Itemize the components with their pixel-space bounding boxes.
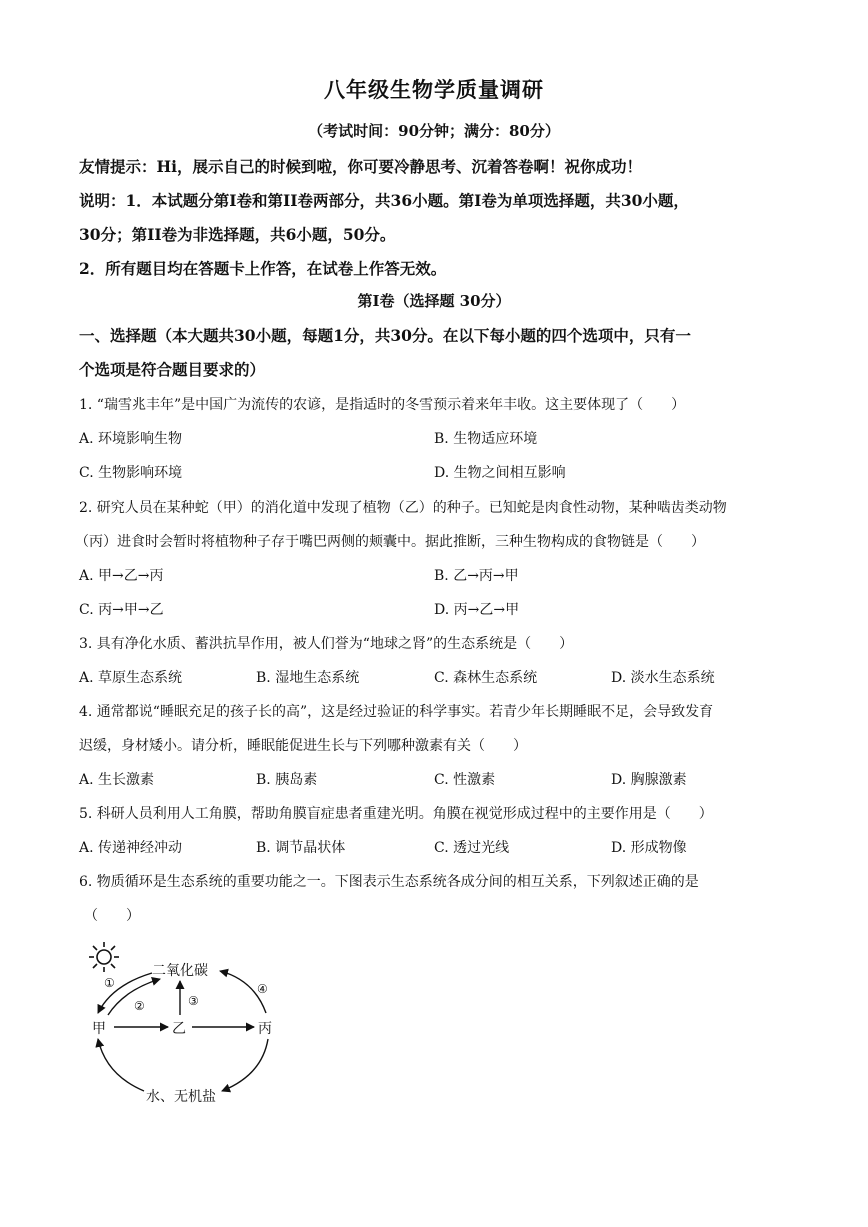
instruction-1-cont: 30分；第II卷为非选择题，共6小题，50分。 bbox=[79, 225, 396, 244]
label-num-4: ④ bbox=[257, 982, 268, 996]
q2-option-d: D. 丙→乙→甲 bbox=[434, 602, 520, 618]
q3-option-a: A. 草原生态系统 bbox=[79, 670, 183, 686]
question-5: 5. 科研人员利用人工角膜，帮助角膜盲症患者重建光明。角膜在视觉形成过程中的主要作用是（ ） bbox=[79, 806, 713, 822]
question-3: 3. 具有净化水质、蓄洪抗旱作用，被人们誉为“地球之肾”的生态系统是（ ） bbox=[79, 636, 574, 652]
q1-option-c: C. 生物影响环境 bbox=[79, 465, 183, 481]
q1-option-b: B. 生物适应环境 bbox=[434, 431, 538, 447]
question-4: 4. 通常都说“睡眠充足的孩子长的高”，这是经过验证的科学事实。若青少年长期睡眠不足，会导致发育 bbox=[79, 704, 714, 720]
q2-option-c: C. 丙→甲→乙 bbox=[79, 602, 164, 618]
question-6-cont: （ ） bbox=[84, 908, 140, 924]
arrow-water-jia bbox=[98, 1039, 144, 1091]
friendly-tip: 友情提示：Hi，展示自己的时候到啦，你可要冷静思考、沉着答卷啊！祝你成功！ bbox=[79, 157, 643, 176]
label-num-2: ② bbox=[134, 999, 145, 1013]
section-heading: 一、选择题（本大题共30小题，每题1分，共30分。在以下每小题的四个选项中，只有一 bbox=[79, 326, 691, 345]
q4-option-c: C. 性激素 bbox=[434, 772, 496, 788]
q4-option-a: A. 生长激素 bbox=[79, 772, 155, 788]
section-heading-cont: 个选项是符合题目要求的） bbox=[79, 360, 266, 379]
q2-option-b: B. 乙→丙→甲 bbox=[434, 568, 519, 584]
label-jia: 甲 bbox=[92, 1021, 106, 1037]
ecosystem-diagram-svg bbox=[82, 935, 282, 1110]
page-title: 八年级生物学质量调研 bbox=[324, 77, 544, 102]
question-2: 2. 研究人员在某种蛇（甲）的消化道中发现了植物（乙）的种子。已知蛇是肉食性动物，某种啮齿类动物 bbox=[79, 500, 727, 516]
ecosystem-diagram bbox=[82, 935, 282, 1110]
label-water: 水、无机盐 bbox=[146, 1089, 216, 1105]
section-title: 第Ⅰ卷（选择题 30分） bbox=[357, 292, 511, 310]
question-6: 6. 物质循环是生态系统的重要功能之一。下图表示生态系统各成分间的相互关系，下列叙述正确的是 bbox=[79, 874, 699, 890]
question-2-cont: （丙）进食时会暂时将植物种子存于嘴巴两侧的颊囊中。据此推断，三种生物构成的食物链是（ ） bbox=[75, 534, 705, 550]
q5-option-a: A. 传递神经冲动 bbox=[79, 840, 183, 856]
instruction-1: 说明：1．本试题分第Ⅰ卷和第II卷两部分，共36小题。第Ⅰ卷为单项选择题，共30小题， bbox=[79, 191, 689, 210]
q3-option-d: D. 淡水生态系统 bbox=[611, 670, 715, 686]
q1-option-d: D. 生物之间相互影响 bbox=[434, 465, 566, 481]
q1-option-a: A. 环境影响生物 bbox=[79, 431, 183, 447]
label-bing: 丙 bbox=[258, 1021, 272, 1037]
page-subtitle: （考试时间：90分钟；满分：80分） bbox=[308, 122, 560, 140]
q4-option-b: B. 胰岛素 bbox=[256, 772, 318, 788]
arrow-bing-water bbox=[222, 1039, 268, 1091]
q3-option-b: B. 湿地生态系统 bbox=[256, 670, 360, 686]
q5-option-d: D. 形成物像 bbox=[611, 840, 687, 856]
instruction-2: 2．所有题目均在答题卡上作答，在试卷上作答无效。 bbox=[79, 259, 447, 278]
label-co2: 二氧化碳 bbox=[152, 963, 208, 979]
label-yi: 乙 bbox=[172, 1021, 186, 1037]
q2-option-a: A. 甲→乙→丙 bbox=[79, 568, 164, 584]
q5-option-b: B. 调节晶状体 bbox=[256, 840, 346, 856]
q3-option-c: C. 森林生态系统 bbox=[434, 670, 538, 686]
label-num-3: ③ bbox=[188, 994, 199, 1008]
label-num-1: ① bbox=[104, 976, 115, 990]
question-1: 1. “瑞雪兆丰年”是中国广为流传的农谚，是指适时的冬雪预示着来年丰收。这主要体现了（ ） bbox=[79, 397, 686, 413]
q5-option-c: C. 透过光线 bbox=[434, 840, 510, 856]
question-4-cont: 迟缓，身材矮小。请分析，睡眠能促进生长与下列哪种激素有关（ ） bbox=[79, 738, 527, 754]
sun-icon bbox=[89, 942, 119, 972]
q4-option-d: D. 胸腺激素 bbox=[611, 772, 687, 788]
